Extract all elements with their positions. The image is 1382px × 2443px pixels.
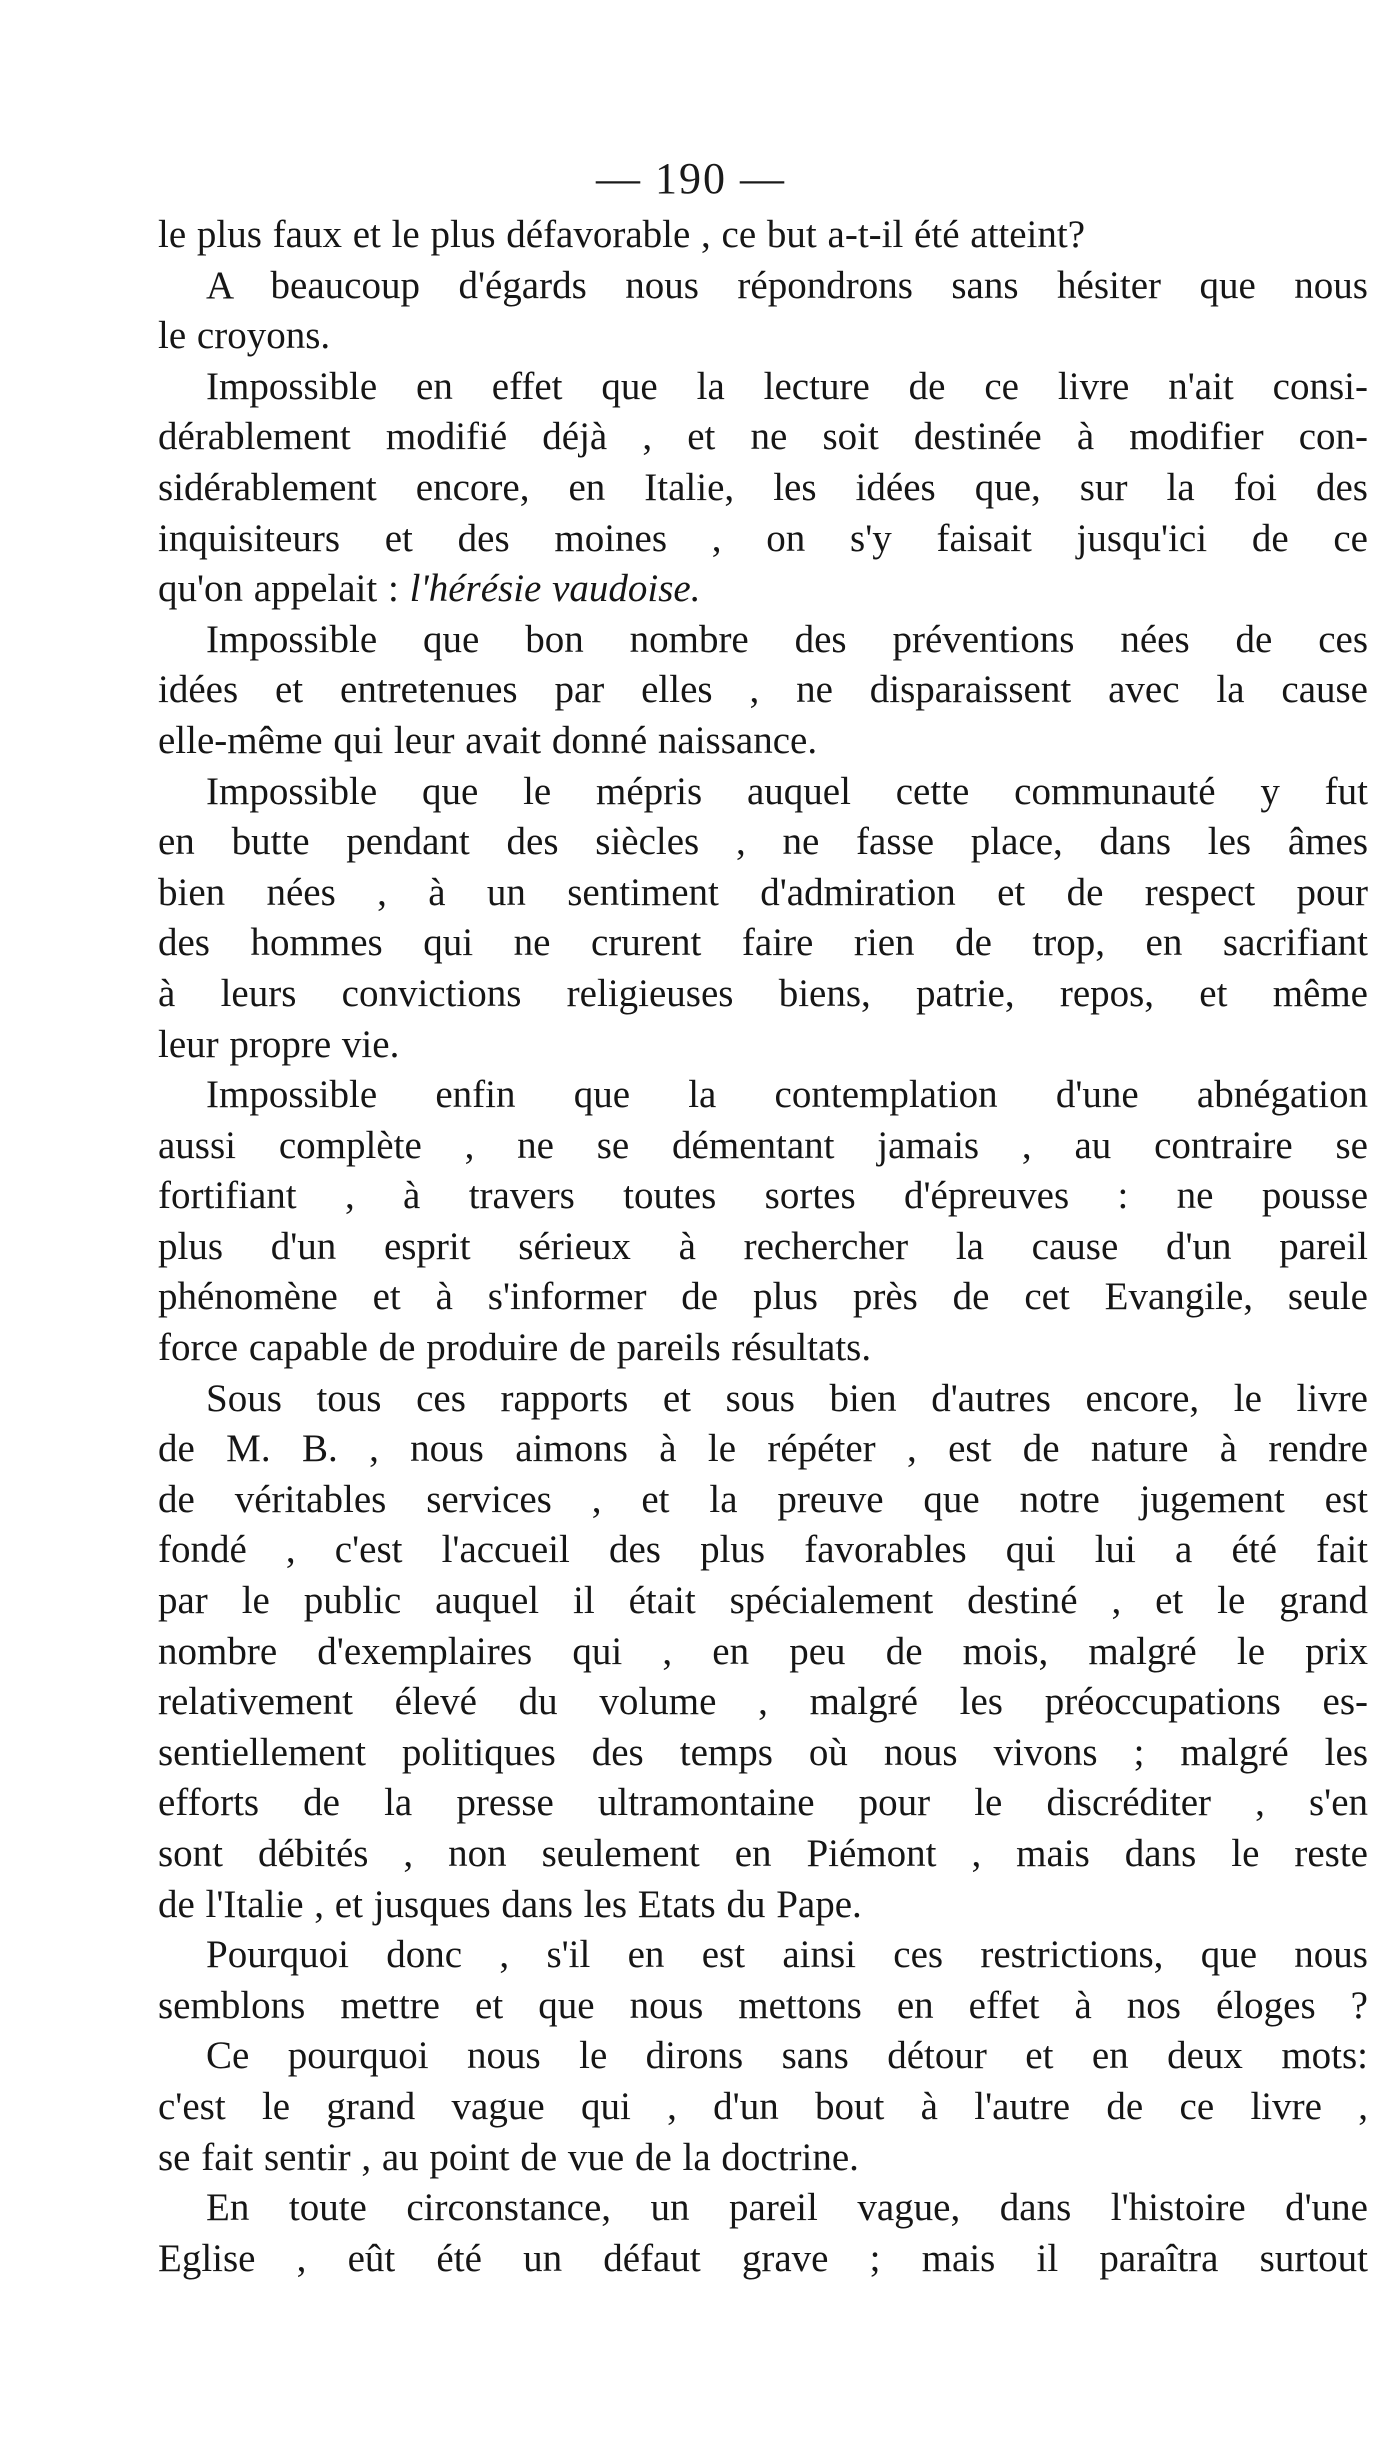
text-line: elle-même qui leur avait donné naissance. [158,718,818,762]
text-line: Sous tous ces rapports et sous bien d'autres encore, le livre [206,1376,1368,1420]
text-line: se fait sentir , au point de vue de la doctrine. [158,2135,859,2179]
text-line: bien nées , à un sentiment d'admiration et de respect pour [158,870,1368,914]
paragraph [158,2183,1368,2284]
italic-term: l'hérésie vaudoise. [409,567,701,611]
text-line: inquisiteurs et des moines , on s'y faisait jusqu'ici de ce [158,516,1368,560]
text-line: en butte pendant des siècles , ne fasse place, dans les âmes [158,820,1368,864]
text-line: Impossible en effet que la lecture de ce livre n'ait consi- [206,364,1368,408]
text-line: force capable de produire de pareils résultats. [158,1326,872,1370]
paragraph [158,1374,1368,1931]
text-line: sentiellement politiques des temps où nous vivons ; malgré les [158,1730,1368,1774]
paragraph [158,1070,1368,1374]
page-number: — 190 — [596,154,786,203]
text-line: de M. B. , nous aimons à le répéter , est de nature à rendre [158,1427,1368,1471]
text-line: à leurs convictions religieuses biens, patrie, repos, et même [158,971,1368,1015]
text-line: Impossible que bon nombre des préventions nées de ces [206,617,1368,661]
text-line: Eglise , eût été un défaut grave ; mais il paraîtra surtout [158,2236,1368,2280]
text-line: c'est le grand vague qui , d'un bout à l'autre de ce livre , [158,2084,1368,2128]
paragraph [158,615,1368,767]
text-line [158,564,1368,615]
body-text [158,210,1368,2284]
text-line: efforts de la presse ultramontaine pour le discréditer , s'en [158,1781,1368,1825]
text-line: idées et entretenues par elles , ne disparaissent avec la cause [158,668,1368,712]
text-line: le croyons. [158,314,331,358]
paragraph [158,210,1368,261]
text-line: dérablement modifié déjà , et ne soit destinée à modifier con- [158,415,1368,459]
text-line: relativement élevé du volume , malgré les préoccupations es- [158,1680,1368,1724]
text-line: plus d'un esprit sérieux à rechercher la cause d'un pareil [158,1224,1368,1268]
paragraph [158,767,1368,1071]
text-run: qu'on appelait : [158,567,410,611]
paragraph [158,362,1368,615]
text-line: Impossible enfin que la contemplation d'une abnégation [206,1073,1368,1117]
text-line: En toute circonstance, un pareil vague, dans l'histoire d'une [206,2186,1368,2230]
text-line: le plus faux et le plus défavorable , ce but a-t-il été atteint? [158,213,1086,256]
paragraph [158,261,1368,362]
text-line: phénomène et à s'informer de plus près de cet Evangile, seule [158,1275,1368,1319]
text-line: A beaucoup d'égards nous répondrons sans hésiter que nous [206,263,1368,307]
text-line: aussi complète , ne se démentant jamais , au contraire se [158,1123,1368,1167]
paragraph [158,2031,1368,2183]
text-line: par le public auquel il était spécialement destiné , et le grand [158,1579,1368,1623]
text-line: des hommes qui ne crurent faire rien de trop, en sacrifiant [158,921,1368,965]
text-line: semblons mettre et que nous mettons en effet à nos éloges ? [158,1983,1368,2027]
text-line: Pourquoi donc , s'il en est ainsi ces restrictions, que nous [206,1933,1368,1977]
text-line: leur propre vie. [158,1022,400,1066]
text-line: Impossible que le mépris auquel cette communauté y fut [206,769,1368,813]
text-line: fortifiant , à travers toutes sortes d'épreuves : ne pousse [158,1174,1368,1218]
text-line: sont débités , non seulement en Piémont , mais dans le reste [158,1832,1368,1875]
text-line: fondé , c'est l'accueil des plus favorables qui lui a été fait [158,1528,1368,1572]
text-line: de véritables services , et la preuve que notre jugement est [158,1477,1368,1521]
text-line: sidérablement encore, en Italie, les idées que, sur la foi des [158,465,1368,509]
text-line: Ce pourquoi nous le dirons sans détour et en deux mots: [206,2034,1368,2078]
paragraph [158,1930,1368,2031]
text-line: nombre d'exemplaires qui , en peu de mois, malgré le prix [158,1629,1368,1673]
text-line: de l'Italie , et jusques dans les Etats du Pape. [158,1882,862,1926]
